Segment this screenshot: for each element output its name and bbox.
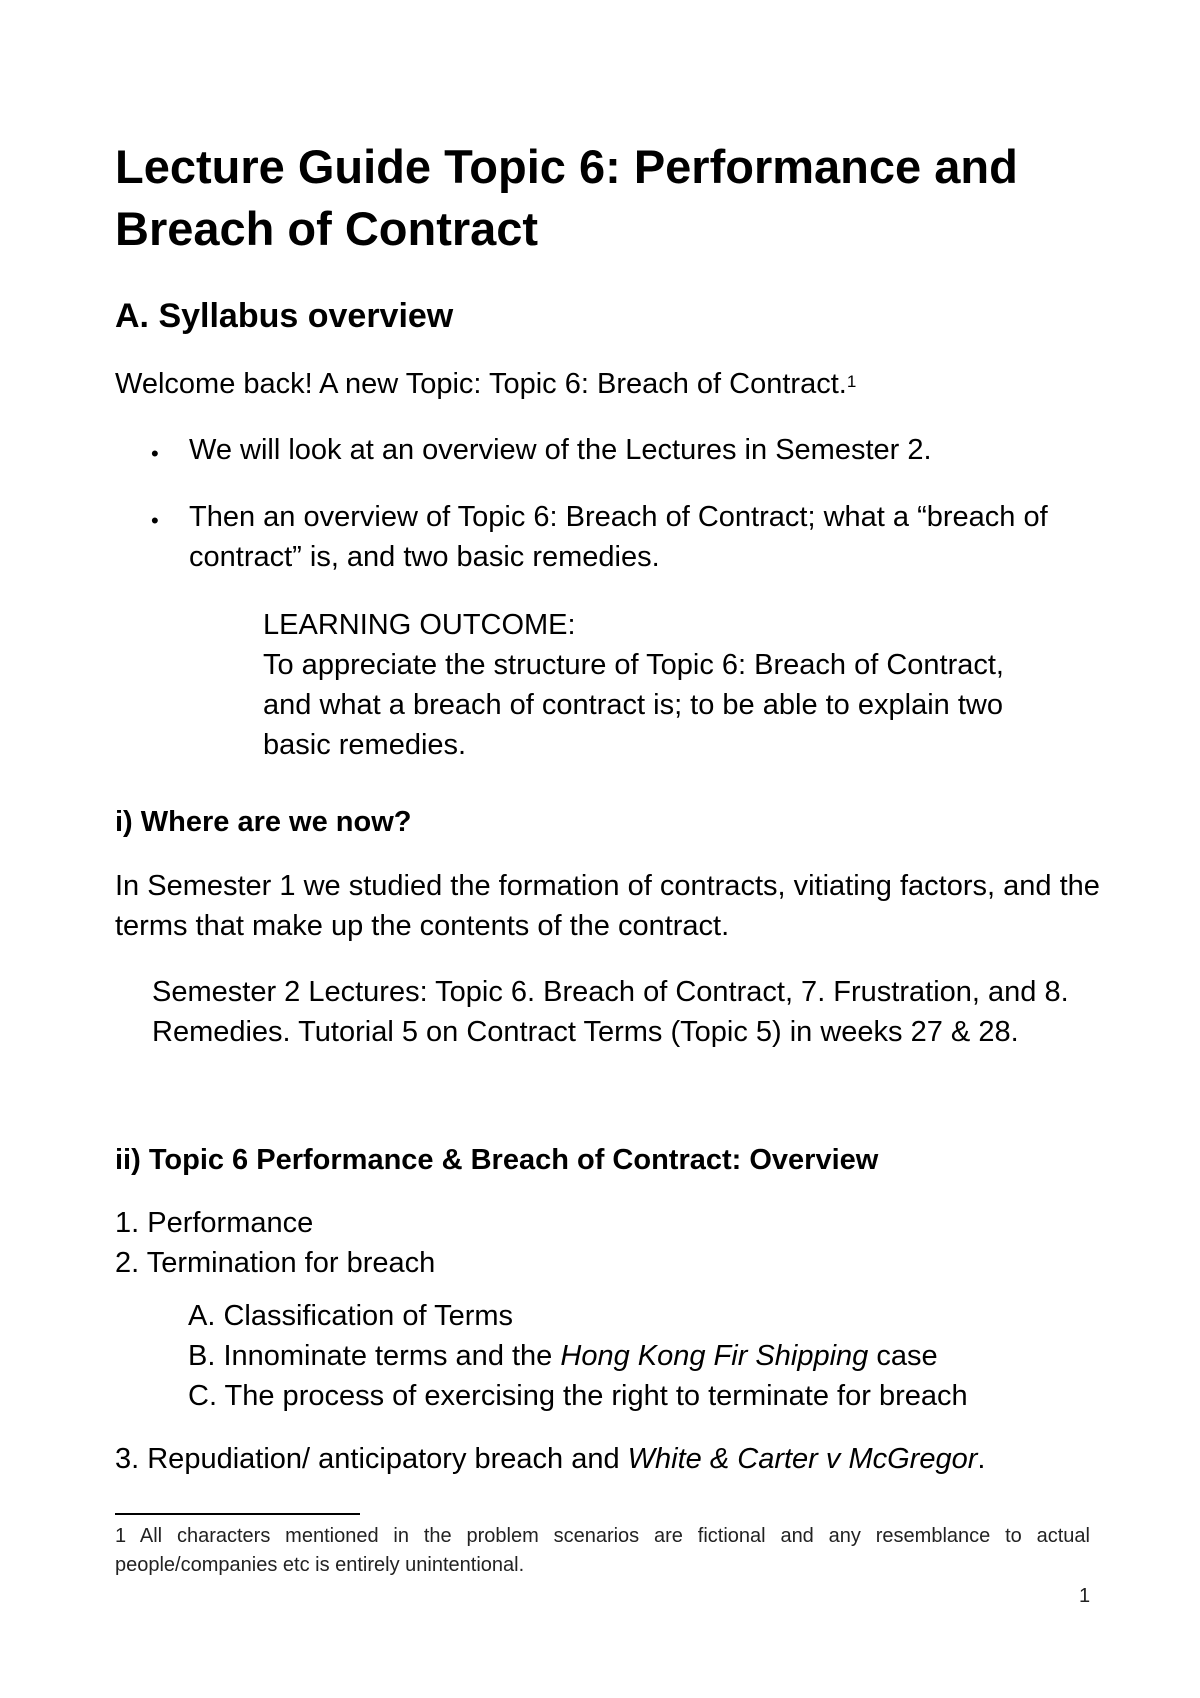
- subheading-topic-overview: ii) Topic 6 Performance & Breach of Contract: Overview: [115, 1144, 879, 1176]
- welcome-text: Welcome back! A new Topic: Topic 6: Breach of Contract.: [115, 368, 847, 400]
- semester-1-paragraph: In Semester 1 we studied the formation of contracts, vitiating factors, and the terms that make up the contents of the contract.: [115, 870, 1100, 942]
- case-name: White & Carter v McGregor: [627, 1443, 978, 1475]
- page-number: 1: [1079, 1585, 1091, 1607]
- bullet-item: We will look at an overview of the Lectures in Semester 2.: [189, 434, 932, 466]
- learning-outcome-line: and what a breach of contract is; to be able to explain two: [263, 689, 1003, 721]
- sublist-item-text: B. Innominate terms and the: [188, 1340, 561, 1372]
- list-item: 2. Termination for breach: [115, 1247, 436, 1279]
- footnote-reference[interactable]: 1: [846, 372, 857, 391]
- list-item-text: .: [977, 1443, 986, 1475]
- list-item: 1. Performance: [115, 1207, 314, 1239]
- page-title: Lecture Guide Topic 6: Performance and Breach of Contract: [115, 140, 1018, 255]
- sublist-item-text: case: [868, 1340, 938, 1372]
- sublist-item: A. Classification of Terms: [188, 1300, 514, 1332]
- section-heading-syllabus-overview: A. Syllabus overview: [115, 297, 454, 335]
- footnote-text: All characters mentioned in the problem scenarios are fictional and any resemblance to actual people/companies etc is entirely unintentional.: [115, 1525, 1090, 1576]
- semester-2-paragraph: Semester 2 Lectures: Topic 6. Breach of Contract, 7. Frustration, and 8. Remedies. Tutorial 5 on Contract Terms (Topic 5) in weeks 27 & 28.: [152, 976, 1069, 1048]
- subheading-where-are-we-now: i) Where are we now?: [115, 806, 412, 838]
- learning-outcome-line: basic remedies.: [263, 729, 467, 761]
- list-item: [115, 1439, 985, 1479]
- learning-outcome-block: [263, 605, 1113, 765]
- learning-outcome-line: To appreciate the structure of Topic 6: Breach of Contract,: [263, 649, 1004, 681]
- overview-list: [115, 1203, 435, 1283]
- sublist-item: [188, 1336, 968, 1376]
- footnote-number: 1: [115, 1525, 127, 1547]
- learning-outcome-label: LEARNING OUTCOME:: [263, 609, 576, 641]
- footnote-separator: [115, 1513, 360, 1515]
- bullet-item: Then an overview of Topic 6: Breach of Contract; what a “breach of contract” is, and two basic remedies.: [189, 501, 1048, 573]
- termination-sublist: [188, 1296, 968, 1416]
- list-item-text: 3. Repudiation/ anticipatory breach and: [115, 1443, 628, 1475]
- welcome-paragraph: [115, 364, 856, 404]
- bullet-icon: •: [151, 508, 159, 533]
- case-name: Hong Kong Fir Shipping: [560, 1340, 869, 1372]
- sublist-item: C. The process of exercising the right to terminate for breach: [188, 1380, 968, 1412]
- footnote: [115, 1522, 1090, 1580]
- bullet-icon: •: [151, 441, 159, 466]
